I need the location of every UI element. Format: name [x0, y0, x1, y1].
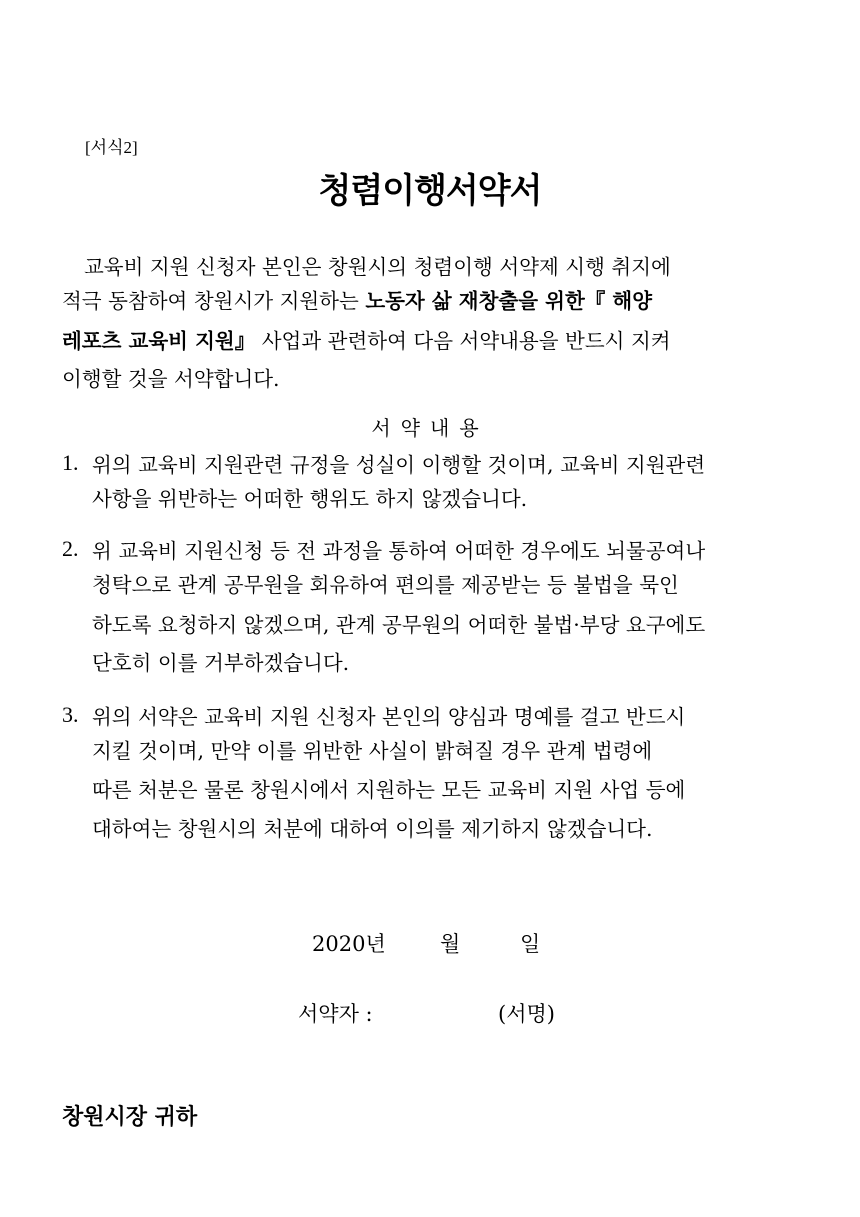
- pledge-item-line: 대하여는 창원시의 처분에 대하여 이의를 제기하지 않겠습니다.: [92, 817, 653, 841]
- pledge-item-line: 단호히 이를 거부하겠습니다.: [92, 651, 350, 675]
- intro-line-1: 교육비 지원 신청자 본인은 창원시의 청렴이행 서약제 시행 취지에: [84, 255, 671, 279]
- intro-line-4: 이행할 것을 서약합니다.: [62, 367, 280, 391]
- pledge-item-line: 지킬 것이며, 만약 이를 위반한 사실이 밝혀질 경우 관계 법령에: [92, 739, 653, 763]
- intro-line-2-plain: 적극 동참하여 창원시가 지원하는: [62, 289, 366, 313]
- intro-line-3-plain: 사업과 관련하여 다음 서약내용을 반드시 지켜: [261, 329, 671, 353]
- pledge-item-number: 2.: [62, 536, 79, 561]
- intro-line-2: [62, 284, 652, 318]
- pledge-item-number: 1.: [62, 450, 79, 475]
- form-label: [서식2]: [85, 138, 138, 157]
- date-year: 2020년: [312, 932, 386, 956]
- pledge-item-line: 위 교육비 지원신청 등 전 과정을 통하여 어떠한 경우에도 뇌물공여나: [92, 539, 706, 563]
- program-name-part-1: 노동자 삶 재창출을 위한『 해양: [365, 289, 652, 313]
- signer-label: 서약자 :: [298, 1002, 373, 1026]
- intro-line-3: [62, 324, 671, 358]
- date-month: 월: [440, 932, 461, 956]
- pledge-item-line: 위의 교육비 지원관련 규정을 성실이 이행할 것이며, 교육비 지원관련: [92, 453, 706, 477]
- pledge-item-line: 따른 처분은 물론 창원시에서 지원하는 모든 교육비 지원 사업 등에: [92, 778, 686, 802]
- pledge-item-number: 3.: [62, 702, 79, 727]
- pledge-item-line: 사항을 위반하는 어떠한 행위도 하지 않겠습니다.: [92, 487, 528, 511]
- document-title: 청렴이행서약서: [318, 171, 542, 211]
- date-day: 일: [520, 932, 541, 956]
- section-heading: 서약내용: [371, 416, 489, 440]
- addressee: 창원시장 귀하: [62, 1104, 198, 1130]
- pledge-item-line: 하도록 요청하지 않겠으며, 관계 공무원의 어떠한 불법·부당 요구에도: [92, 613, 706, 637]
- pledge-item-line: 청탁으로 관계 공무원을 회유하여 편의를 제공받는 등 불법을 묵인: [92, 573, 679, 597]
- pledge-item-line: 위의 서약은 교육비 지원 신청자 본인의 양심과 명예를 걸고 반드시: [92, 705, 686, 729]
- program-name-part-2: 레포츠 교육비 지원』: [62, 329, 256, 353]
- signature-placeholder: (서명): [498, 1002, 555, 1026]
